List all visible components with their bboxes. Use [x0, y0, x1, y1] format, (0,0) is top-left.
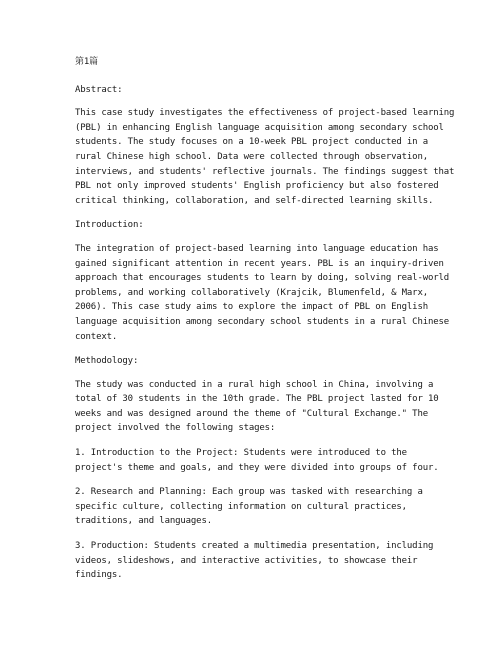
introduction-line: gained significant attention in recent years. PBL is an inquiry-driven [75, 258, 444, 269]
introduction-line: The integration of project-based learning into language education has [75, 243, 439, 254]
methodology-line: total of 30 students in the 10th grade. The PBL project lasted for 10 [75, 394, 439, 405]
introduction-paragraph [75, 242, 450, 344]
stage-1-line: 1. Introduction to the Project: Students were introduced to the [75, 448, 407, 459]
stage-3-line: findings. [75, 570, 123, 581]
introduction-line: context. [75, 331, 118, 342]
stage-2-paragraph [75, 485, 435, 529]
methodology-line: project involved the following stages: [75, 423, 276, 434]
abstract-paragraph [75, 106, 455, 208]
abstract-heading: Abstract: [75, 84, 123, 95]
methodology-heading: Methodology: [75, 356, 139, 367]
abstract-line: (PBL) in enhancing English language acquisition among secondary school [75, 122, 444, 133]
stage-3-line: videos, slideshows, and interactive activities, to showcase their [75, 555, 418, 566]
introduction-line: approach that encourages students to learn by doing, solving real-world [75, 273, 450, 284]
abstract-line: rural Chinese high school. Data were collected through observation, [75, 151, 428, 162]
document-page [75, 55, 455, 583]
introduction-line: 2006). This case study aims to explore the impact of PBL on English [75, 302, 428, 313]
abstract-line: This case study investigates the effectiveness of project-based learning [75, 108, 455, 119]
abstract-line: students. The study focuses on a 10-week PBL project conducted in a [75, 137, 428, 148]
stage-1-line: project's theme and goals, and they were divided into groups of four. [75, 462, 439, 473]
stage-1-paragraph [75, 446, 439, 475]
abstract-line: PBL not only improved students' English proficiency but also fostered [75, 181, 439, 192]
stage-2-line: 2. Research and Planning: Each group was tasked with researching a [75, 487, 423, 498]
methodology-line: weeks and was designed around the theme of "Cultural Exchange." The [75, 408, 428, 419]
stage-3-paragraph [75, 539, 435, 583]
abstract-line: interviews, and students' reflective journals. The findings suggest that [75, 166, 455, 177]
introduction-line: language acquisition among secondary school students in a rural Chinese [75, 316, 450, 327]
chapter-title: 第1篇 [75, 57, 98, 67]
stage-2-line: traditions, and languages. [75, 516, 212, 527]
introduction-heading: Introduction: [75, 220, 144, 231]
introduction-line: problems, and working collaboratively (Krajcik, Blumenfeld, & Marx, [75, 287, 428, 298]
methodology-line: The study was conducted in a rural high school in China, involving a [75, 379, 434, 390]
stage-2-line: specific culture, collecting information on cultural practices, [75, 501, 407, 512]
methodology-paragraph [75, 378, 439, 436]
stage-3-line: 3. Production: Students created a multimedia presentation, including [75, 541, 434, 552]
abstract-line: critical thinking, collaboration, and self-directed learning skills. [75, 195, 434, 206]
